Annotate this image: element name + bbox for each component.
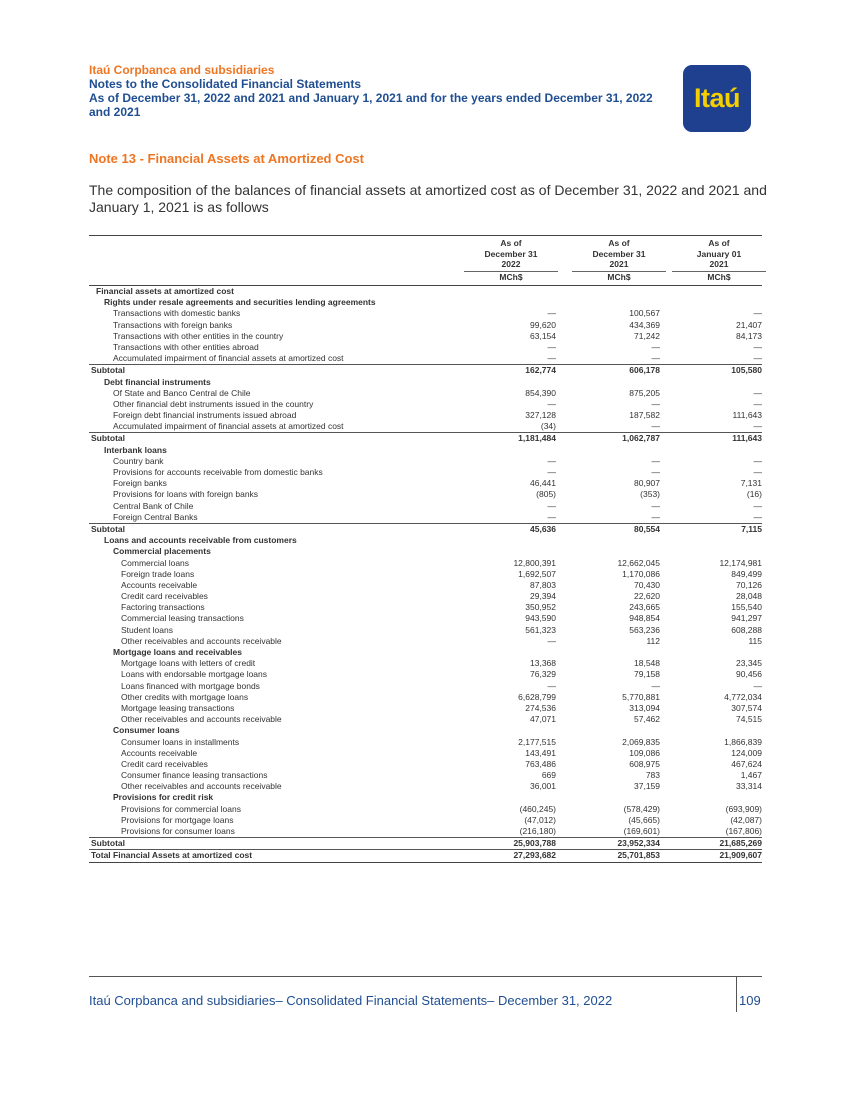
- column-header-line: As of: [500, 238, 522, 248]
- table-row: [89, 331, 762, 342]
- row-label: Transactions with domestic banks: [113, 308, 241, 319]
- cell-value: 57,462: [634, 714, 660, 725]
- cell-value: 7,115: [741, 523, 762, 534]
- column-header-line: As of: [708, 238, 730, 248]
- table-row: [89, 286, 762, 297]
- row-label: Country bank: [113, 455, 164, 466]
- cell-value: 63,154: [530, 330, 556, 341]
- cell-value: (34): [540, 421, 556, 432]
- row-label: Other financial debt instruments issued in the country: [113, 398, 314, 409]
- cell-value: 669: [541, 770, 556, 781]
- cell-value: 1,467: [740, 770, 762, 781]
- table-row: [89, 625, 762, 636]
- row-label: Loans with endorsable mortgage loans: [121, 669, 268, 680]
- row-label: Foreign Central Banks: [113, 511, 198, 522]
- cell-value: —: [651, 680, 660, 691]
- table-row: [89, 377, 762, 388]
- cell-value: 561,323: [525, 624, 556, 635]
- table-row: [89, 410, 762, 421]
- table-row: [89, 636, 762, 647]
- table-row: [89, 748, 762, 759]
- column-header: [672, 238, 766, 282]
- table-row: [89, 703, 762, 714]
- row-label: Loans and accounts receivable from customers: [104, 535, 297, 546]
- cell-value: 100,567: [629, 308, 660, 319]
- cell-value: 80,554: [634, 523, 660, 534]
- row-label: Student loans: [121, 624, 173, 635]
- cell-value: 46,441: [530, 478, 556, 489]
- cell-value: 6,628,799: [518, 691, 556, 702]
- cell-value: 12,174,981: [719, 557, 762, 568]
- cell-value: 187,582: [629, 410, 660, 421]
- cell-value: 12,800,391: [513, 557, 556, 568]
- cell-value: (460,245): [519, 803, 556, 814]
- table-row: [89, 792, 762, 803]
- row-label: Subtotal: [91, 433, 125, 444]
- cell-value: —: [753, 511, 762, 522]
- cell-value: 467,624: [731, 758, 762, 769]
- cell-value: 2,177,515: [518, 736, 556, 747]
- cell-value: 80,907: [634, 478, 660, 489]
- cell-value: —: [547, 635, 556, 646]
- cell-value: 105,580: [731, 365, 762, 376]
- cell-value: 36,001: [530, 781, 556, 792]
- row-label: Other credits with mortgage loans: [121, 691, 249, 702]
- row-label: Consumer finance leasing transactions: [121, 770, 268, 781]
- table-row: [89, 591, 762, 602]
- cell-value: 90,456: [736, 669, 762, 680]
- cell-value: (353): [640, 489, 660, 500]
- row-label: Other receivables and accounts receivable: [121, 781, 282, 792]
- cell-value: 763,486: [525, 758, 556, 769]
- table-row: [89, 445, 762, 456]
- cell-value: 274,536: [525, 702, 556, 713]
- footer-text: Itaú Corpbanca and subsidiaries– Consolidated Financial Statements– December 31, 2022: [89, 993, 613, 1008]
- cell-value: 875,205: [629, 387, 660, 398]
- row-label: Loans financed with mortgage bonds: [121, 680, 260, 691]
- subtotal-row: [89, 523, 762, 535]
- intro-paragraph: The composition of the balances of financial assets at amortized cost as of December 31, 2022 and 2021 and January 1, 2021 is as follows: [89, 182, 767, 215]
- cell-value: 21,407: [736, 319, 762, 330]
- row-label: Mortgage leasing transactions: [121, 702, 235, 713]
- cell-value: —: [753, 353, 762, 364]
- cell-value: —: [753, 455, 762, 466]
- row-label: Provisions for commercial loans: [121, 803, 241, 814]
- cell-value: —: [753, 500, 762, 511]
- table-row: [89, 353, 762, 364]
- cell-value: 74,515: [736, 714, 762, 725]
- cell-value: (169,601): [623, 826, 660, 836]
- row-label: Central Bank of Chile: [113, 500, 194, 511]
- column-header-line: 2022: [501, 259, 521, 269]
- cell-value: (16): [746, 489, 762, 500]
- cell-value: 162,774: [525, 365, 556, 376]
- table-row: [89, 826, 762, 837]
- table-row: [89, 467, 762, 478]
- table-row: [89, 613, 762, 624]
- row-label: Commercial loans: [121, 557, 190, 568]
- cell-value: —: [753, 467, 762, 477]
- cell-value: 155,540: [731, 602, 762, 613]
- cell-value: —: [651, 467, 660, 477]
- cell-value: —: [651, 421, 660, 432]
- cell-value: 47,071: [530, 714, 556, 725]
- row-label: Rights under resale agreements and securities lending agreements: [104, 297, 376, 308]
- cell-value: 112: [646, 635, 660, 646]
- cell-value: 45,636: [530, 523, 556, 534]
- cell-value: —: [651, 341, 660, 352]
- company-name: Itaú Corpbanca and subsidiaries: [89, 63, 275, 77]
- table-row: [89, 658, 762, 669]
- cell-value: —: [651, 455, 660, 466]
- cell-value: 76,329: [530, 669, 556, 680]
- cell-value: 1,062,787: [622, 433, 660, 444]
- column-header-line: 2021: [609, 259, 629, 269]
- cell-value: (578,429): [623, 803, 660, 814]
- cell-value: 71,242: [634, 330, 660, 341]
- cell-value: 33,314: [736, 781, 762, 792]
- cell-value: 313,094: [629, 702, 660, 713]
- itau-logo: [683, 65, 751, 132]
- column-header-line: December 31: [484, 248, 538, 259]
- cell-value: 13,368: [530, 658, 556, 669]
- table-row: [89, 546, 762, 557]
- table-row: [89, 759, 762, 770]
- row-label: Commercial placements: [113, 546, 211, 557]
- row-label: Debt financial instruments: [104, 376, 211, 387]
- row-label: Credit card receivables: [121, 591, 208, 602]
- cell-value: 783: [645, 770, 660, 781]
- row-label: Subtotal: [91, 365, 125, 376]
- row-label: Provisions for loans with foreign banks: [113, 489, 259, 500]
- row-label: Provisions for consumer loans: [121, 826, 235, 836]
- cell-value: 111,643: [732, 433, 762, 444]
- cell-value: —: [547, 341, 556, 352]
- cell-value: 941,297: [731, 613, 762, 624]
- cell-value: 948,854: [629, 613, 660, 624]
- table-row: [89, 770, 762, 781]
- cell-value: —: [651, 398, 660, 409]
- cell-value: 854,390: [525, 387, 556, 398]
- row-label: Transactions with other entities in the country: [113, 330, 284, 341]
- cell-value: 29,394: [530, 591, 556, 602]
- column-header-line: January 01: [696, 248, 742, 259]
- row-label: Consumer loans in installments: [121, 736, 240, 747]
- cell-value: 70,126: [736, 579, 762, 590]
- total-row: [89, 849, 762, 862]
- cell-value: (47,012): [524, 814, 556, 825]
- row-label: Transactions with foreign banks: [113, 319, 233, 330]
- table-row: [89, 297, 762, 308]
- table-row: [89, 804, 762, 815]
- cell-value: 12,662,045: [617, 557, 660, 568]
- column-header: [572, 238, 666, 282]
- table-row: [89, 558, 762, 569]
- row-label: Of State and Banco Central de Chile: [113, 387, 251, 398]
- cell-value: 943,590: [525, 613, 556, 624]
- row-label: Subtotal: [91, 838, 125, 849]
- cell-value: 25,701,853: [617, 850, 660, 861]
- table-body: [89, 286, 762, 863]
- cell-value: 1,866,839: [724, 736, 762, 747]
- table-row: [89, 320, 762, 331]
- cell-value: 28,048: [736, 591, 762, 602]
- cell-value: 243,665: [629, 602, 660, 613]
- table-row: [89, 421, 762, 432]
- column-unit: MCh$: [672, 271, 766, 283]
- row-label: Provisions for accounts receivable from domestic banks: [113, 467, 323, 477]
- cell-value: 143,491: [525, 747, 556, 758]
- table-row: [89, 569, 762, 580]
- cell-value: 4,772,034: [724, 691, 762, 702]
- table-row: [89, 669, 762, 680]
- cell-value: (693,909): [725, 803, 762, 814]
- footer-rule: [89, 976, 762, 977]
- document-header: [89, 63, 689, 119]
- row-label: Other receivables and accounts receivable: [121, 635, 282, 646]
- table-row: [89, 489, 762, 500]
- table-row: [89, 580, 762, 591]
- table-row: [89, 725, 762, 736]
- row-label: Accounts receivable: [121, 579, 198, 590]
- cell-value: 84,173: [736, 330, 762, 341]
- cell-value: 1,692,507: [518, 568, 556, 579]
- table-row: [89, 512, 762, 523]
- cell-value: —: [547, 308, 556, 319]
- logo-text: Itaú: [693, 83, 740, 113]
- cell-value: 87,803: [530, 579, 556, 590]
- cell-value: 109,086: [629, 747, 660, 758]
- cell-value: 1,170,086: [622, 568, 660, 579]
- row-label: Transactions with other entities abroad: [113, 341, 259, 352]
- table-row: [89, 647, 762, 658]
- cell-value: (42,087): [730, 814, 762, 825]
- row-label: Accumulated impairment of financial assets at amortized cost: [113, 353, 344, 364]
- subtotal-row: [89, 432, 762, 444]
- table-row: [89, 399, 762, 410]
- header-line-1: Notes to the Consolidated Financial Statements: [89, 77, 362, 91]
- cell-value: 111,643: [732, 410, 762, 421]
- row-label: Mortgage loans with letters of credit: [121, 658, 256, 669]
- row-label: Foreign banks: [113, 478, 167, 489]
- table-row: [89, 781, 762, 792]
- column-header-line: December 31: [592, 248, 646, 259]
- cell-value: —: [547, 467, 556, 477]
- cell-value: 25,903,788: [513, 838, 556, 849]
- row-label: Financial assets at amortized cost: [96, 286, 234, 296]
- cell-value: —: [753, 421, 762, 432]
- cell-value: —: [547, 500, 556, 511]
- cell-value: —: [547, 455, 556, 466]
- row-label: Factoring transactions: [121, 602, 205, 613]
- cell-value: —: [547, 353, 556, 364]
- row-label: Provisions for mortgage loans: [121, 814, 234, 825]
- cell-value: —: [753, 341, 762, 352]
- row-label: Provisions for credit risk: [113, 792, 214, 803]
- table-row: [89, 478, 762, 489]
- cell-value: —: [547, 398, 556, 409]
- cell-value: —: [753, 387, 762, 398]
- table-row: [89, 342, 762, 353]
- cell-value: 7,131: [740, 478, 762, 489]
- subtotal-row: [89, 364, 762, 376]
- cell-value: 99,620: [530, 319, 556, 330]
- table-row: [89, 456, 762, 467]
- table-column-headers: [89, 236, 762, 285]
- row-label: Accounts receivable: [121, 747, 198, 758]
- table-row: [89, 501, 762, 512]
- row-label: Credit card receivables: [121, 758, 208, 769]
- table-row: [89, 681, 762, 692]
- cell-value: —: [753, 308, 762, 319]
- row-label: Mortgage loans and receivables: [113, 647, 242, 657]
- cell-value: —: [651, 353, 660, 364]
- page-number: 109: [739, 993, 761, 1008]
- table-row: [89, 815, 762, 826]
- column-header: [464, 238, 558, 282]
- table-row: [89, 692, 762, 703]
- cell-value: 18,548: [634, 658, 660, 669]
- cell-value: 350,952: [525, 602, 556, 613]
- cell-value: —: [753, 398, 762, 409]
- column-header-line: As of: [608, 238, 630, 248]
- cell-value: 563,236: [629, 624, 660, 635]
- row-label: Subtotal: [91, 523, 125, 534]
- cell-value: 608,975: [629, 758, 660, 769]
- cell-value: 608,288: [731, 624, 762, 635]
- row-label: Accumulated impairment of financial assets at amortized cost: [113, 421, 344, 432]
- footer-divider: [736, 976, 737, 1012]
- row-label: Foreign debt financial instruments issued abroad: [113, 410, 297, 421]
- cell-value: 27,293,682: [513, 850, 556, 861]
- cell-value: 124,009: [731, 747, 762, 758]
- row-label: Consumer loans: [113, 725, 180, 736]
- cell-value: (216,180): [519, 826, 556, 836]
- financial-assets-table: [89, 235, 762, 863]
- row-label: Commercial leasing transactions: [121, 613, 244, 624]
- row-label: Interbank loans: [104, 444, 167, 455]
- cell-value: 307,574: [731, 702, 762, 713]
- cell-value: 22,620: [634, 591, 660, 602]
- cell-value: 37,159: [634, 781, 660, 792]
- table-row: [89, 714, 762, 725]
- cell-value: (805): [536, 489, 556, 500]
- cell-value: —: [547, 511, 556, 522]
- cell-value: —: [547, 680, 556, 691]
- header-line-3: and 2021: [89, 105, 141, 119]
- table-row: [89, 388, 762, 399]
- cell-value: 79,158: [634, 669, 660, 680]
- cell-value: 23,345: [736, 658, 762, 669]
- cell-value: 327,128: [525, 410, 556, 421]
- note-title: Note 13 - Financial Assets at Amortized Cost: [89, 151, 364, 166]
- cell-value: 849,499: [731, 568, 762, 579]
- column-unit: MCh$: [572, 271, 666, 283]
- cell-value: 21,909,607: [719, 850, 762, 861]
- row-label: Total Financial Assets at amortized cost: [91, 850, 253, 861]
- cell-value: 115: [748, 635, 762, 646]
- cell-value: 2,069,835: [622, 736, 660, 747]
- table-row: [89, 535, 762, 546]
- column-unit: MCh$: [464, 271, 558, 283]
- cell-value: 23,952,334: [617, 838, 660, 849]
- cell-value: (167,806): [725, 826, 762, 836]
- cell-value: —: [753, 680, 762, 691]
- cell-value: (45,665): [628, 814, 660, 825]
- cell-value: 5,770,881: [622, 691, 660, 702]
- row-label: Foreign trade loans: [121, 568, 195, 579]
- table-row: [89, 602, 762, 613]
- cell-value: 434,369: [629, 319, 660, 330]
- cell-value: 21,685,269: [719, 838, 762, 849]
- header-line-2: As of December 31, 2022 and 2021 and January 1, 2021 and for the years ended December 31, 2022: [89, 91, 653, 105]
- subtotal-row: [89, 837, 762, 849]
- column-header-line: 2021: [709, 259, 729, 269]
- cell-value: 70,430: [634, 579, 660, 590]
- table-row: [89, 308, 762, 319]
- row-label: Other receivables and accounts receivable: [121, 714, 282, 725]
- cell-value: 1,181,484: [518, 433, 556, 444]
- cell-value: —: [651, 500, 660, 511]
- cell-value: —: [651, 511, 660, 522]
- table-row: [89, 737, 762, 748]
- cell-value: 606,178: [629, 365, 660, 376]
